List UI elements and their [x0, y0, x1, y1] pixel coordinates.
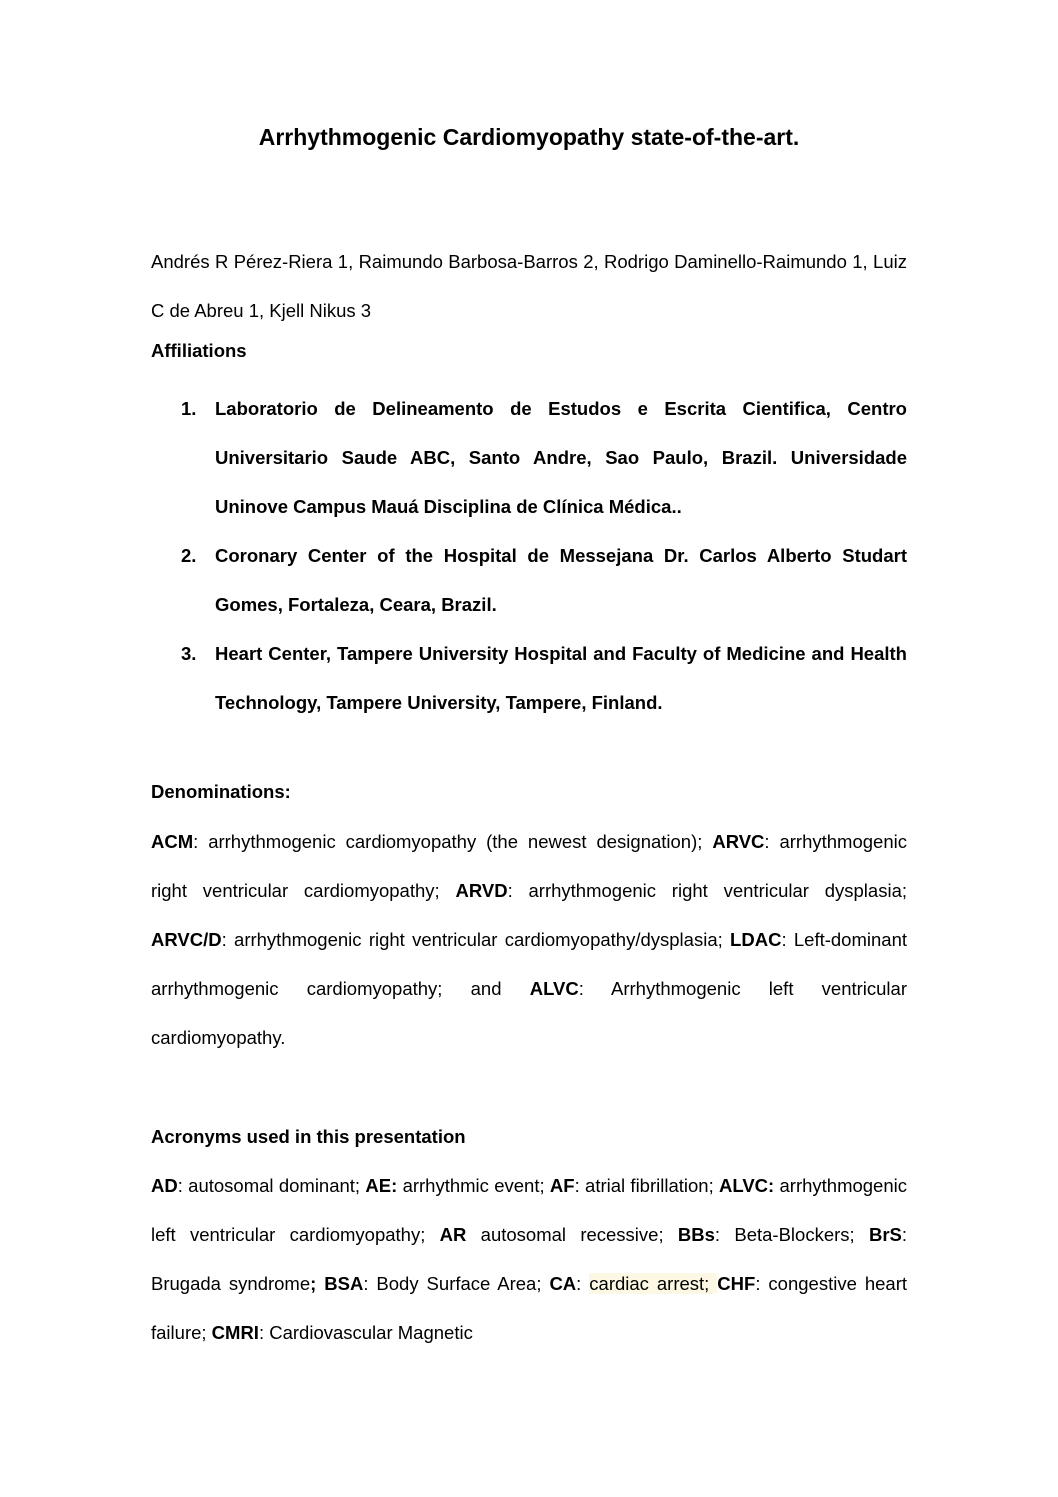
denomination-definition: : arrhythmogenic right ventricular cardiomyopathy/dysplasia; [221, 929, 731, 950]
acronym-term: BBs [677, 1224, 715, 1245]
denomination-term: ALVC [529, 978, 579, 999]
affiliation-number: 2. [181, 545, 197, 566]
affiliation-number: 3. [181, 643, 197, 664]
denomination-term: ARVC/D [151, 929, 222, 950]
acronym-term: AD [151, 1175, 178, 1196]
acronym-term: ALVC: [719, 1175, 775, 1196]
acronym-term: CHF [717, 1273, 756, 1294]
acronyms-heading: Acronyms used in this presentation [151, 1126, 466, 1147]
acronym-term: CA [549, 1273, 577, 1294]
acronym-definition: : Body Surface Area; [363, 1273, 550, 1294]
acronym-term: CMRI [211, 1322, 259, 1343]
affiliation-number: 1. [181, 398, 197, 419]
highlighted-text: cardiac arrest; [589, 1273, 718, 1294]
acronym-definition: arrhythmogenic left ventricular cardiomyopathy; [151, 1175, 907, 1245]
affiliation-item [151, 384, 907, 531]
affiliation-text: Laboratorio de Delineamento de Estudos e Escrita Cientifica, Centro Universitario Saude ABC, Santo Andre, Sao Paulo, Brazil. Universidade Uninove Campus Mauá Disciplina de Clínica Médica.. [215, 398, 907, 517]
acronym-term: BrS [868, 1224, 902, 1245]
affiliation-item [151, 629, 907, 727]
acronym-definition: : Cardiovascular Magnetic [258, 1322, 473, 1343]
acronym-term: ; BSA [310, 1273, 364, 1294]
affiliation-text: Coronary Center of the Hospital de Messejana Dr. Carlos Alberto Studart Gomes, Fortaleza, Ceara, Brazil. [215, 545, 907, 615]
acronym-definition: : atrial fibrillation; [574, 1175, 720, 1196]
acronym-term: AR [439, 1224, 467, 1245]
acronym-definition: : Beta-Blockers; [714, 1224, 869, 1245]
denomination-term: ARVC [712, 831, 765, 852]
denominations-paragraph [151, 817, 907, 1062]
affiliation-item [151, 531, 907, 629]
denomination-definition: : Left-dominant arrhythmogenic cardiomyopathy; and [151, 929, 907, 999]
author-list: Andrés R Pérez-Riera 1, Raimundo Barbosa-Barros 2, Rodrigo Daminello-Raimundo 1, Luiz C de Abreu 1, Kjell Nikus 3 [151, 251, 907, 321]
affiliation-text: Heart Center, Tampere University Hospital and Faculty of Medicine and Health Technology, Tampere University, Tampere, Finland. [215, 643, 907, 713]
denomination-definition: : arrhythmogenic right ventricular dysplasia; [507, 880, 907, 901]
affiliations-heading: Affiliations [151, 340, 247, 361]
acronym-definition: : Brugada syndrome [151, 1224, 907, 1294]
denomination-term: ACM [151, 831, 194, 852]
denomination-term: ARVD [455, 880, 508, 901]
paper-title: Arrhythmogenic Cardiomyopathy state-of-the-art. [258, 124, 800, 150]
acronym-definition: : congestive heart failure; [151, 1273, 907, 1343]
acronym-definition: : autosomal dominant; [177, 1175, 366, 1196]
acronym-definition: : [576, 1273, 590, 1294]
acronym-term: AF [549, 1175, 575, 1196]
affiliations-list [151, 384, 907, 727]
denomination-term: LDAC [730, 929, 782, 950]
denomination-definition: : arrhythmogenic cardiomyopathy (the newest designation); [193, 831, 713, 852]
acronyms-paragraph [151, 1161, 907, 1357]
denomination-definition: : Arrhythmogenic left ventricular cardiomyopathy. [151, 978, 907, 1048]
acronym-definition: arrhythmic event; [397, 1175, 550, 1196]
denominations-heading: Denominations: [151, 781, 291, 802]
acronym-term: AE: [365, 1175, 398, 1196]
denomination-definition: : arrhythmogenic right ventricular cardiomyopathy; [151, 831, 907, 901]
acronym-definition: autosomal recessive; [466, 1224, 678, 1245]
